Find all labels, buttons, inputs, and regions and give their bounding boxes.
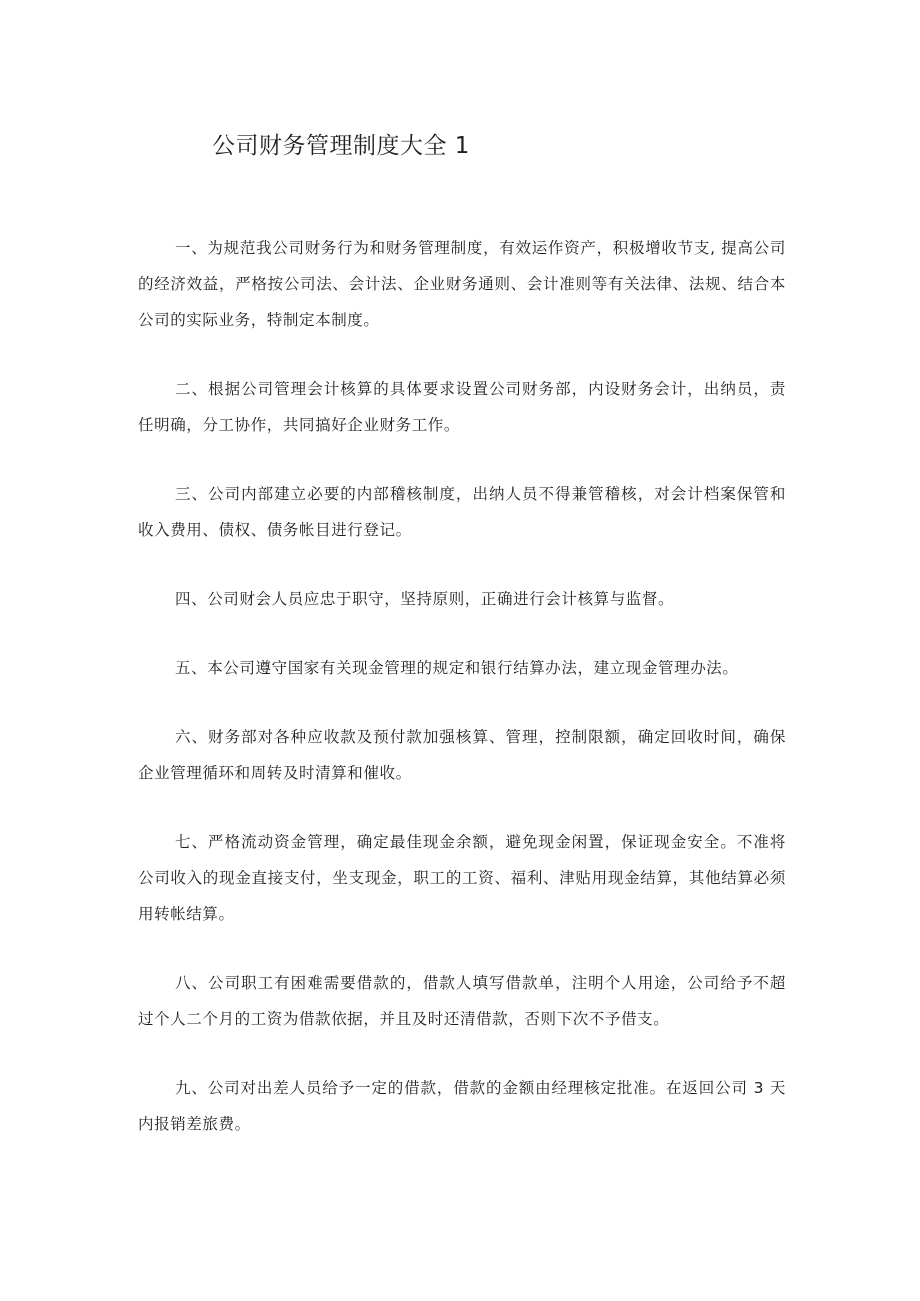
clause-8: 八、公司职工有困难需要借款的，借款人填写借款单，注明个人用途，公司给予不超过个人二个月的工资为借款依据，并且及时还清借款，否则下次不予借支。 <box>138 974 786 1028</box>
document-title: 公司财务管理制度大全 1 <box>212 133 470 159</box>
clause-5: 五、本公司遵守国家有关现金管理的规定和银行结算办法，建立现金管理办法。 <box>175 659 739 677</box>
clause-list <box>138 230 786 1175</box>
clause-7: 七、严格流动资金管理，确定最佳现金余额，避免现金闲置，保证现金安全。不准将公司收入的现金直接支付，坐支现金，职工的工资、福利、津贴用现金结算，其他结算必须用转帐结算。 <box>138 833 786 923</box>
clause-2: 二、根据公司管理会计核算的具体要求设置公司财务部，内设财务会计，出纳员，责任明确，分工协作，共同搞好企业财务工作。 <box>138 380 786 434</box>
clause-1: 一、为规范我公司财务行为和财务管理制度，有效运作资产，积极增收节支, 提高公司的经济效益，严格按公司法、会计法、企业财务通则、会计准则等有关法律、法规、结合本公司的实际业务，特制定本制度。 <box>138 239 786 329</box>
clause-3: 三、公司内部建立必要的内部稽核制度，出纳人员不得兼管稽核，对会计档案保管和收入费用、债权、债务帐目进行登记。 <box>138 485 786 539</box>
clause-9: 九、公司对出差人员给予一定的借款，借款的金额由经理核定批准。在返回公司 3 天内报销差旅费。 <box>138 1079 786 1133</box>
clause-6: 六、财务部对各种应收款及预付款加强核算、管理，控制限额，确定回收时间，确保企业管理循环和周转及时清算和催收。 <box>138 728 786 782</box>
clause-4: 四、公司财会人员应忠于职守，坚持原则，正确进行会计核算与监督。 <box>175 590 675 608</box>
